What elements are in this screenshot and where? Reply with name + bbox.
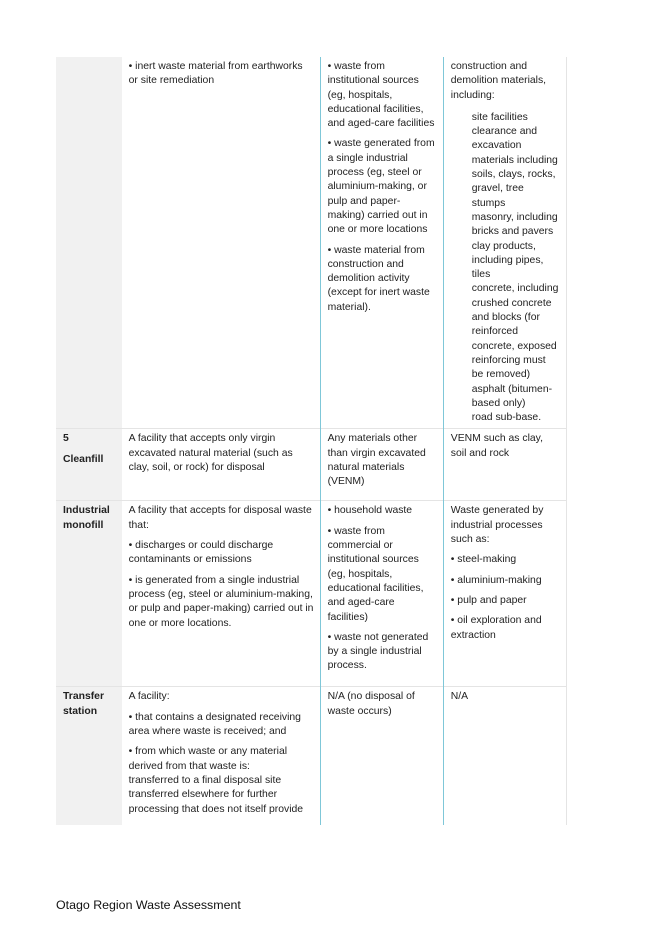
description-cell bbox=[122, 429, 320, 501]
list-item: masonry, including bricks and pavers bbox=[471, 211, 558, 238]
accepted-waste-cell bbox=[443, 57, 566, 429]
facility-type-cell bbox=[56, 687, 122, 825]
cell-text: N/A bbox=[450, 691, 469, 703]
cell-text: N/A (no disposal of waste occurs) bbox=[327, 691, 415, 717]
cell-text: VENM such as clay, soil and rock bbox=[450, 433, 543, 459]
cell-text: • waste from commercial or institutional sources (eg, hospitals, educational facilities, and aged-care facilities) bbox=[327, 525, 424, 623]
page-footer: Otago Region Waste Assessment bbox=[56, 898, 241, 912]
list-item: transferred elsewhere for further processing that does not itself provide bbox=[128, 789, 304, 815]
description-cell bbox=[122, 501, 320, 687]
list-item: asphalt (bitumen-based only) bbox=[471, 383, 553, 409]
cell-text: • from which waste or any material derived from that waste is: bbox=[128, 746, 288, 772]
cell-text: A facility: bbox=[128, 691, 170, 703]
excluded-waste-cell bbox=[320, 57, 443, 429]
list-item: road sub-base. bbox=[471, 412, 542, 424]
cell-text: • discharges or could discharge contaminants or emissions bbox=[128, 540, 274, 566]
cell-text: A facility that accepts only virgin excavated natural material (such as clay, soil, or rock) for disposal bbox=[128, 433, 293, 474]
list-item: site facilities clearance and excavation materials including soils, clays, rocks, gravel, tree stumps bbox=[471, 111, 558, 209]
list-item: transferred to a final disposal site bbox=[128, 774, 282, 786]
table-row bbox=[56, 429, 567, 501]
cell-text: • waste generated from a single industrial process (eg, steel or aluminium-making, or pulp and paper-making) carried out in one or more locations bbox=[327, 138, 435, 236]
description-cell bbox=[122, 57, 320, 429]
accepted-waste-cell bbox=[443, 687, 566, 825]
description-cell bbox=[122, 687, 320, 825]
facility-type-cell bbox=[56, 429, 122, 501]
cell-text: • steel-making bbox=[450, 554, 517, 566]
facility-number: 5 bbox=[63, 433, 69, 445]
excluded-waste-cell bbox=[320, 687, 443, 825]
cell-text: • that contains a designated receiving area where waste is received; and bbox=[128, 711, 301, 738]
cell-text: construction and demolition materials, including: bbox=[450, 61, 547, 101]
facility-name: Cleanfill bbox=[63, 453, 104, 465]
cell-text: • waste not generated by a single industrial process. bbox=[327, 631, 429, 672]
cell-text: • household waste bbox=[327, 505, 413, 517]
accepted-waste-cell bbox=[443, 429, 566, 501]
table-row bbox=[56, 57, 567, 429]
cell-text: • oil exploration and extraction bbox=[450, 615, 542, 641]
sub-list bbox=[451, 111, 560, 426]
cell-text: Waste generated by industrial processes such as: bbox=[450, 505, 544, 546]
cell-text: • inert waste material from earthworks or site remediation bbox=[128, 61, 303, 87]
table-row bbox=[56, 501, 567, 687]
facility-type-cell bbox=[56, 501, 122, 687]
accepted-waste-cell bbox=[443, 501, 566, 687]
facility-name: Industrial monofill bbox=[63, 505, 110, 531]
cell-text: Any materials other than virgin excavated natural materials (VENM) bbox=[327, 433, 426, 488]
facility-type-cell bbox=[56, 57, 122, 429]
cell-text: • aluminium-making bbox=[450, 574, 542, 586]
table-row bbox=[56, 687, 567, 825]
cell-text: • waste material from construction and demolition activity (except for inert waste material). bbox=[327, 244, 430, 313]
cell-text: • pulp and paper bbox=[450, 594, 527, 606]
cell-text: • is generated from a single industrial process (eg, steel or aluminium-making, or pulp and paper-making) carried out in one or more locations. bbox=[128, 574, 314, 629]
excluded-waste-cell bbox=[320, 501, 443, 687]
list-item: concrete, including crushed concrete and blocks (for reinforced concrete, exposed reinforcing must be removed) bbox=[471, 283, 559, 381]
excluded-waste-cell bbox=[320, 429, 443, 501]
waste-facility-table bbox=[56, 57, 567, 825]
cell-text: • waste from institutional sources (eg, hospitals, educational facilities, and aged-care facilities bbox=[327, 61, 435, 130]
list-item: clay products, including pipes, tiles bbox=[471, 240, 544, 281]
cell-text: A facility that accepts for disposal waste that: bbox=[128, 505, 312, 531]
facility-name: Transfer station bbox=[63, 691, 105, 717]
